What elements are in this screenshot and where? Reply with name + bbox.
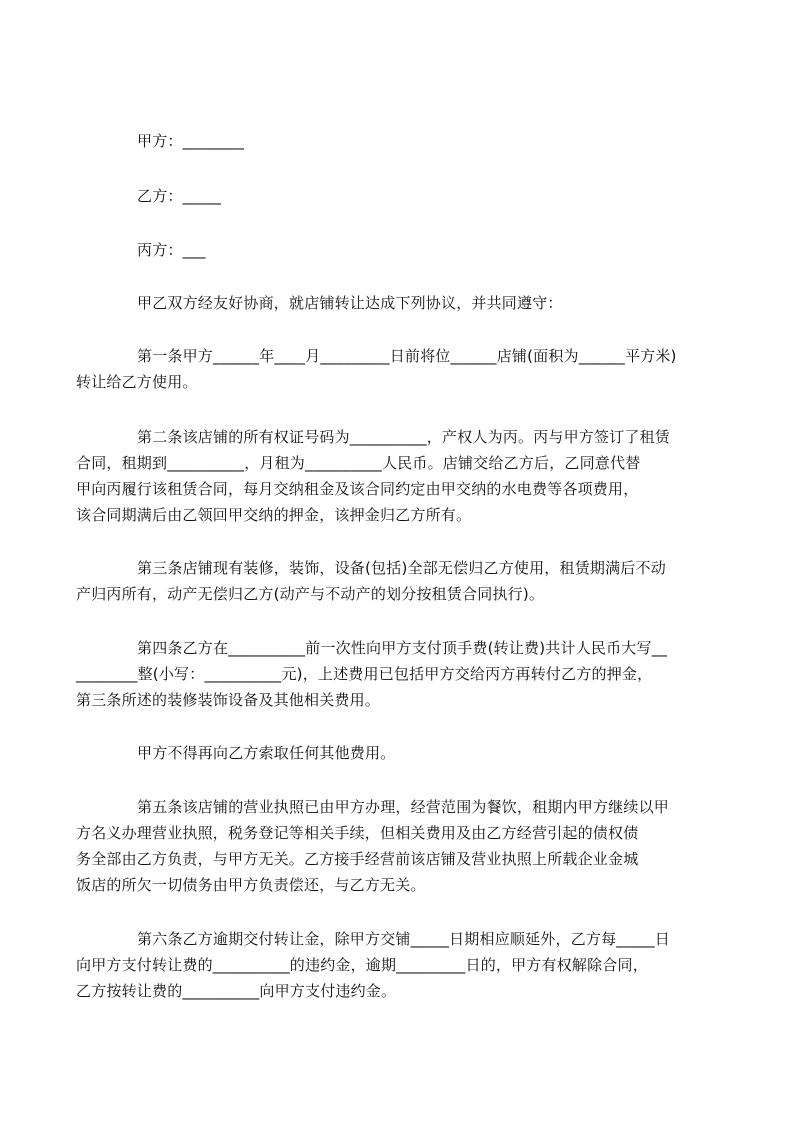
paragraph-line: 务全部由乙方负责，与甲方无关。乙方接手经营前该店铺及营业执照上所载企业金城 [76, 850, 639, 868]
paragraph-line: 转让给乙方使用。 [76, 373, 198, 391]
paragraph-line: 产归丙所有，动产无偿归乙方(动产与不动产的划分按租赁合同执行)。 [76, 585, 545, 603]
paragraph-line: ________整(小写：__________元)，上述费用已包括甲方交给丙方再转付乙方的押金， [76, 665, 653, 683]
paragraph-line: 第六条乙方逾期交付转让金，除甲方交铺_____日期相应顺延外，乙方每_____日 [137, 930, 671, 948]
paragraph-line: 乙方按转让费的__________向甲方支付违约金。 [76, 982, 397, 1000]
paragraph-line: 合同，租期到__________，月租为__________人民币。店铺交给乙方后，乙同意代替 [76, 454, 641, 472]
paragraph-line: 甲向丙履行该租赁合同，每月交纳租金及该合同约定由甲交纳的水电费等各项费用， [76, 480, 639, 498]
paragraph-line: 方名义办理营业执照，税务登记等相关手续，但相关费用及由乙方经营引起的债权债 [76, 824, 639, 842]
paragraph-line: 第三条所述的装修装饰设备及其他相关费用。 [76, 691, 381, 709]
article-4-note: 甲方不得再向乙方索取任何其他费用。 [137, 744, 396, 762]
party-a-line: 甲方：________ [137, 132, 245, 150]
party-c-line: 丙方：___ [137, 241, 206, 259]
paragraph-line: 第三条店铺现有装修，装饰，设备(包括)全部无偿归乙方使用，租赁期满后不动 [137, 559, 666, 577]
paragraph-line: 第四条乙方在__________前一次性向甲方支付顶手费(转让费)共计人民币大写__ [137, 639, 668, 657]
paragraph-line: 饭店的所欠一切债务由甲方负责偿还，与乙方无关。 [76, 876, 426, 894]
paragraph-line: 第二条该店铺的所有权证号码为__________，产权人为丙。丙与甲方签订了租赁 [137, 428, 671, 446]
paragraph-line: 第五条该店铺的营业执照已由甲方办理，经营范围为餐饮，租期内甲方继续以甲 [137, 798, 670, 816]
paragraph-line: 向甲方支付转让费的__________的违约金，逾期_________日的，甲方有权解除合同， [76, 956, 648, 974]
paragraph-line: 第一条甲方______年____月_________日前将位______店铺(面积为______平方米) [137, 347, 677, 365]
intro-paragraph: 甲乙双方经友好协商，就店铺转让达成下列协议，并共同遵守： [137, 294, 563, 312]
paragraph-line: 该合同期满后由乙领回甲交纳的押金，该押金归乙方所有。 [76, 506, 472, 524]
party-b-line: 乙方：_____ [137, 187, 222, 205]
